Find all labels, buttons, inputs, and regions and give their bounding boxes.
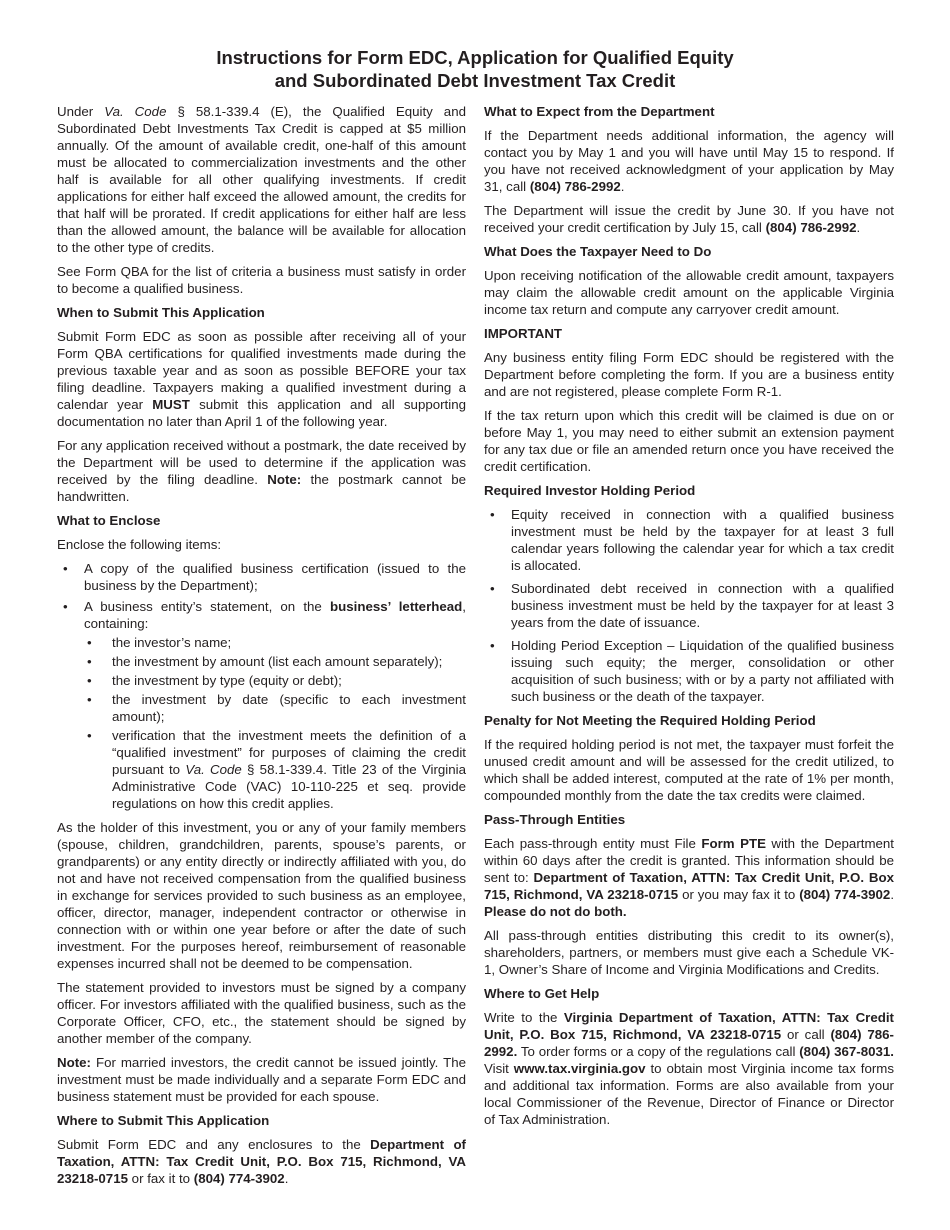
married-investors-paragraph: Note: For married investors, the credit cannot be issued jointly. The investment must be made individually and a separate Form EDC and business statement must be provided for each spouse.	[57, 1055, 466, 1104]
holding-period-heading: Required Investor Holding Period	[484, 483, 696, 498]
enclose-list	[57, 560, 466, 812]
list-item: • Holding Period Exception – Liquidation of the qualified business issuing such equity; the merger, consolidation or other acquisition of such business; with or by a party not affiliated with such business or the death of the taxpayer.	[484, 637, 894, 705]
statement-contents-list	[84, 634, 466, 812]
holder-paragraph: As the holder of this investment, you or any of your family members (spouse, children, grandchildren, parents, spouse’s parents, or grandparents) or any entity directly or indirectly affiliated with you, do not and have not received compensation from the qualified business in exchange for services provided to such business as an employee, officer, director, manager, independent contractor or otherwise in connection with or within one year before or after the date of such investment. For the purposes hereof, reimbursement of reasonable expenses incurred shall not be deemed to be compensation.	[57, 820, 466, 971]
what-to-enclose-heading: What to Enclose	[57, 513, 161, 528]
important-heading: IMPORTANT	[484, 326, 563, 341]
where-to-submit-heading: Where to Submit This Application	[57, 1113, 270, 1128]
get-help-heading: Where to Get Help	[484, 986, 600, 1001]
penalty-heading: Penalty for Not Meeting the Required Holding Period	[484, 713, 816, 728]
list-item: • verification that the investment meets the definition of a “qualified investment” for purposes of claiming the credit pursuant to Va. Code § 58.1-339.4. Title 23 of the Virginia Administrative Code (VAC) 10-110-225 et seq. provide regulations on how this credit applies.	[84, 727, 466, 812]
page-title	[0, 46, 950, 92]
statement-signing-paragraph: The statement provided to investors must be signed by a company officer. For investors affiliated with the qualified business, such as the Corporate Officer, CFO, etc., the statement should be signed by another member of the company.	[57, 980, 466, 1046]
taxpayer-heading: What Does the Taxpayer Need to Do	[484, 244, 712, 259]
list-item: • A copy of the qualified business certification (issued to the business by the Department);	[57, 560, 466, 594]
list-item: • the investment by amount (list each amount separately);	[84, 653, 466, 670]
taxpayer-paragraph: Upon receiving notification of the allowable credit amount, taxpayers may claim the allowable credit amount on the applicable Virginia income tax return and compute any carryover credit amount.	[484, 268, 894, 317]
page-title-line-2: and Subordinated Debt Investment Tax Credit	[274, 70, 676, 91]
get-help-paragraph: Write to the Virginia Department of Taxation, ATTN: Tax Credit Unit, P.O. Box 715, Richmond, VA 23218-0715 or call (804) 786-2992. To order forms or a copy of the regulations call (804) 367-8031. Visit www.tax.virginia.gov to obtain most Virginia income tax forms and additional tax information. Forms are also available from your local Commissioner of the Revenue, Director of Finance or Director of Tax Administration.	[484, 1010, 894, 1127]
list-item: • Subordinated debt received in connection with a qualified business investment must be held by the taxpayer for at least 3 years from the date of issuance.	[484, 580, 894, 631]
penalty-paragraph: If the required holding period is not met, the taxpayer must forfeit the unused credit amount and will be assessed for the credit utilized, to which shall be added interest, computed at the rate of 1% per month, compounded monthly from the date the tax credits were claimed.	[484, 737, 894, 803]
list-item: • the investor’s name;	[84, 634, 466, 651]
qba-paragraph: See Form QBA for the list of criteria a business must satisfy in order to become a qualified business.	[57, 264, 466, 296]
pass-through-paragraph-1: Each pass-through entity must File Form PTE with the Department within 60 days after the credit is granted. This information should be sent to: Department of Taxation, ATTN: Tax Credit Unit, P.O. Box 715, Richmond, VA 23218-0715 or you may fax it to (804) 774-3902. Please do not do both.	[484, 836, 895, 919]
expect-paragraph-1: If the Department needs additional information, the agency will contact you by May 1 and you will have until May 15 to respond. If you have not received acknowledgment of your application by May 31, call (804) 786-2992.	[484, 128, 894, 194]
intro-paragraph: Under Va. Code § 58.1-339.4 (E), the Qualified Equity and Subordinated Debt Investments Tax Credit is capped at $5 million annually. Of the amount of available credit, one-half of this amount must be allocated to commercialization investments and the other half is available for all other qualifying investments. If credit applications for either half exceed the allowed amount, the credits for that half will be prorated. If credit applications for either half are less than the allowed amount, the balance will be available for allocation to the other type of credits.	[57, 104, 466, 255]
postmark-paragraph: For any application received without a postmark, the date received by the Department will be used to determine if the application was received by the filing deadline. Note: the postmark cannot be handwritten.	[57, 438, 466, 504]
important-paragraph-1: Any business entity filing Form EDC should be registered with the Department before completing the form. If you are a business entity and are not registered, please complete Form R-1.	[484, 350, 894, 399]
pass-through-paragraph-2: All pass-through entities distributing this credit to its owner(s), shareholders, partners, or members must give each a Schedule VK-1, Owner’s Share of Income and Virginia Modifications and Credits.	[484, 928, 894, 977]
where-to-submit-paragraph: Submit Form EDC and any enclosures to the Department of Taxation, ATTN: Tax Credit Unit, P.O. Box 715, Richmond, VA 23218-0715 or fax it to (804) 774-3902.	[57, 1137, 466, 1186]
important-paragraph-2: If the tax return upon which this credit will be claimed is due on or before May 1, you may need to either submit an extension payment for any tax due or file an amended return once you have received the credit certification.	[484, 408, 894, 474]
left-column	[57, 103, 466, 1194]
pass-through-heading: Pass-Through Entities	[484, 812, 626, 827]
expect-paragraph-2: The Department will issue the credit by June 30. If you have not received your credit certification by July 15, call (804) 786-2992.	[484, 203, 894, 235]
when-to-submit-heading: When to Submit This Application	[57, 305, 265, 320]
enclose-intro: Enclose the following items:	[57, 537, 222, 552]
holding-period-list	[484, 506, 894, 705]
right-column	[484, 103, 894, 1135]
list-item: • the investment by type (equity or debt);	[84, 672, 466, 689]
page-title-line-1: Instructions for Form EDC, Application for Qualified Equity	[216, 47, 734, 68]
list-item: • Equity received in connection with a qualified business investment must be held by the taxpayer for at least 3 full calendar years following the calendar year for which a tax credit is allocated.	[484, 506, 894, 574]
when-to-submit-paragraph: Submit Form EDC as soon as possible after receiving all of your Form QBA certifications for qualified investments made during the previous taxable year and as soon as possible BEFORE your tax filing deadline. Taxpayers making a qualified investment during a calendar year MUST submit this application and all supporting documentation no later than April 1 of the following year.	[57, 329, 466, 429]
list-item: • the investment by date (specific to each investment amount);	[84, 691, 466, 725]
what-to-expect-heading: What to Expect from the Department	[484, 104, 715, 119]
list-item: • A business entity’s statement, on the business’ letterhead, containing: • the investor’s name; • the investment by amount (list each amount separately); • the investment by type (equity or debt); • the investment by date (specific to each investment amount); • verification that the investment meets the definition of a “qualified investment” for purposes of claiming the credit pursuant to Va. Code § 58.1-339.4. Title 23 of the Virginia Administrative Code (VAC) 10-110-225 et seq. provide regulations on how this credit applies.	[57, 598, 466, 812]
